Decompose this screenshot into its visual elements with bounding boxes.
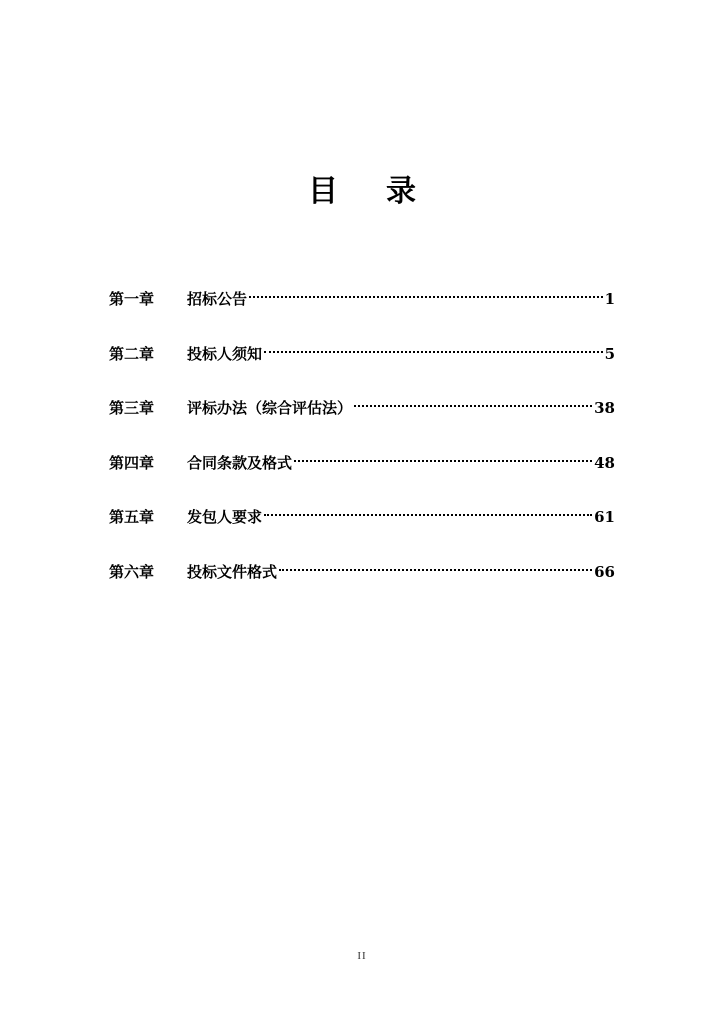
toc-dot-leader xyxy=(294,444,592,468)
toc-entry[interactable] xyxy=(109,444,615,472)
toc-chapter-title: 发包人要求 xyxy=(187,508,263,526)
toc-page-number: 66 xyxy=(594,562,615,581)
page-title-char-1: 目 xyxy=(308,174,338,209)
toc-page-number: 61 xyxy=(594,508,615,526)
toc-dot-leader xyxy=(264,498,592,522)
toc-entry[interactable] xyxy=(109,335,615,363)
toc-dot-leader xyxy=(249,280,603,304)
toc-chapter-number: 第四章 xyxy=(109,453,155,472)
toc-entry[interactable] xyxy=(109,389,615,417)
toc-page-number: 38 xyxy=(594,399,615,417)
toc-dot-leader xyxy=(264,335,603,359)
toc-chapter-number: 第六章 xyxy=(109,562,155,581)
footer-page-number: II xyxy=(357,950,367,962)
page-title-char-2: 录 xyxy=(386,174,416,209)
toc-page-number: 5 xyxy=(604,344,615,363)
toc-chapter-number: 第二章 xyxy=(109,344,155,363)
toc-chapter-title: 投标文件格式 xyxy=(187,562,278,581)
toc-chapter-title: 投标人须知 xyxy=(187,344,263,363)
toc-chapter-title: 招标公告 xyxy=(187,290,248,308)
table-of-contents xyxy=(109,280,615,607)
toc-chapter-title: 合同条款及格式 xyxy=(187,453,293,472)
toc-chapter-number: 第三章 xyxy=(109,399,155,417)
toc-chapter-number: 第一章 xyxy=(109,290,155,308)
toc-entry[interactable] xyxy=(109,280,615,308)
toc-entry[interactable] xyxy=(109,553,615,581)
toc-page-number: 1 xyxy=(604,290,615,308)
toc-chapter-title: 评标办法（综合评估法） xyxy=(187,399,353,417)
toc-dot-leader xyxy=(279,553,592,577)
page-title xyxy=(0,172,724,212)
toc-chapter-number: 第五章 xyxy=(109,508,155,526)
toc-entry[interactable] xyxy=(109,498,615,526)
toc-dot-leader xyxy=(354,389,592,413)
toc-page-number: 48 xyxy=(594,453,615,472)
